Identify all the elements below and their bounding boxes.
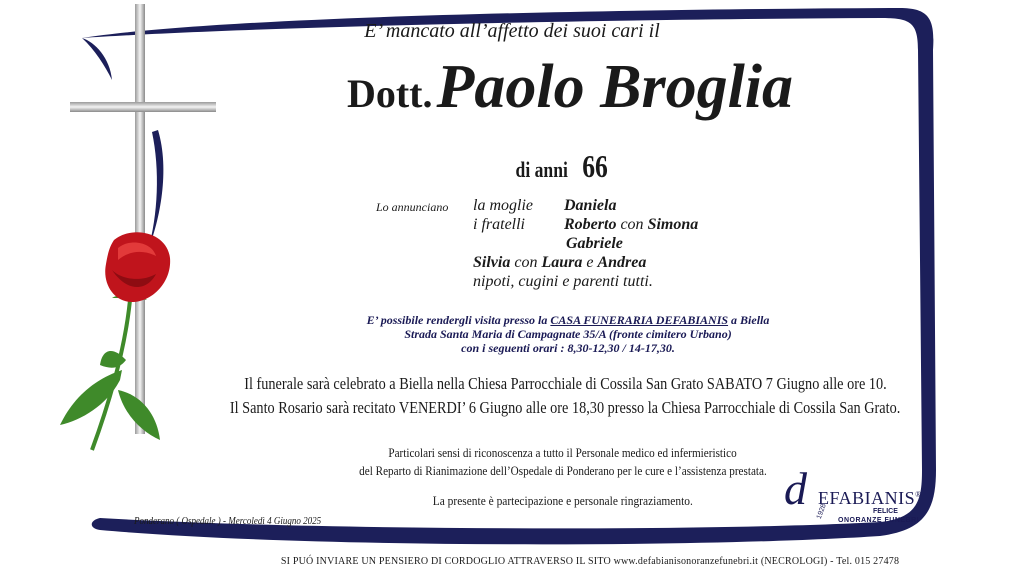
footer-text: SI PUÓ INVIARE UN PENSIERO DI CORDOGLIO ATTRAVERSO IL SITO www.defabianisonoranzefunebri.it (NECROLOGI) - Tel. 015 27478 bbox=[280, 556, 900, 567]
logo-reg: ® bbox=[915, 490, 922, 499]
family-siblings-rel: i fratelli bbox=[473, 216, 525, 233]
thanks-line-2: del Reparto di Rianimazione dell’Ospedale di Ponderano per le cure e l’assistenza prestata. bbox=[359, 463, 767, 478]
funeral-line-2: Il Santo Rosario sarà recitato VENERDI’ 6 Giugno alle ore 18,30 presso la Chiesa Parrocchiale di Cossila San Grato. bbox=[229, 398, 901, 417]
visit-info bbox=[0, 313, 1024, 355]
family-wife bbox=[564, 196, 616, 215]
age-value: 66 bbox=[581, 148, 608, 184]
sibling-1-partner: Simona bbox=[647, 216, 699, 233]
logo-felice: FELICE bbox=[873, 508, 898, 515]
visit-line-1 bbox=[0, 313, 1024, 327]
con-2: con bbox=[514, 254, 538, 271]
family-sibling-1 bbox=[564, 215, 698, 234]
con-1: con bbox=[620, 216, 644, 233]
visit-line-3: con i seguenti orari : 8,30-12,30 / 14-17,30. bbox=[461, 341, 675, 355]
sibling-3-name: Silvia bbox=[473, 254, 511, 271]
funeral-line-1: Il funerale sarà celebrato a Biella nella Chiesa Parrocchiale di Cossila San Grato SABATO 7 Giugno alle ore 10. bbox=[243, 374, 887, 393]
sibling-2-name: Gabriele bbox=[566, 235, 623, 252]
visit-line-1-b: a Biella bbox=[731, 313, 770, 327]
sibling-1-name: Roberto bbox=[564, 216, 617, 233]
announce-label: Lo annunciano bbox=[376, 200, 449, 214]
family-wife-rel: la moglie bbox=[473, 197, 533, 214]
logo-name-text: EFABIANIS bbox=[818, 488, 916, 508]
age-label: di anni bbox=[515, 157, 569, 182]
place-date: Ponderano ( Ospedale ) - Mercoledì 4 Giugno 2025 bbox=[134, 516, 322, 527]
deceased-title: Dott. bbox=[346, 71, 433, 116]
wife-name: Daniela bbox=[564, 197, 617, 214]
intro-text: E’ mancato all’affetto dei suoi cari il bbox=[364, 20, 660, 42]
visit-line-1-a: E’ possibile rendergli visita presso la bbox=[366, 313, 548, 327]
sibling-3-partner-2: Andrea bbox=[597, 254, 647, 271]
funeral-info bbox=[0, 372, 1024, 420]
family-sibling-2 bbox=[566, 234, 623, 253]
logo-subtitle: ONORANZE FUNEBRI bbox=[838, 517, 920, 524]
deceased-fullname: Paolo Broglia bbox=[436, 53, 794, 121]
visit-line-2: Strada Santa Maria di Campagnate 35/A (fronte cimitero Urbano) bbox=[404, 327, 732, 341]
age-line bbox=[0, 148, 1024, 185]
logo-d: d bbox=[784, 463, 807, 514]
thanks-text bbox=[0, 444, 1024, 480]
logo-name bbox=[818, 488, 922, 509]
and: e bbox=[586, 254, 594, 271]
family-others: nipoti, cugini e parenti tutti. bbox=[473, 273, 653, 290]
deceased-name bbox=[200, 52, 940, 123]
thanks-line-1: Particolari sensi di riconoscenza a tutto il Personale medico ed infermieristico bbox=[388, 445, 738, 460]
participation-line: La presente è partecipazione e personale ringraziamento. bbox=[432, 493, 694, 508]
funeral-home-name: CASA FUNERARIA DEFABIANIS bbox=[550, 313, 729, 327]
sibling-3-partner-1: Laura bbox=[541, 254, 583, 271]
family-sibling-3 bbox=[473, 253, 646, 272]
logo-year: 1928 bbox=[815, 502, 828, 521]
